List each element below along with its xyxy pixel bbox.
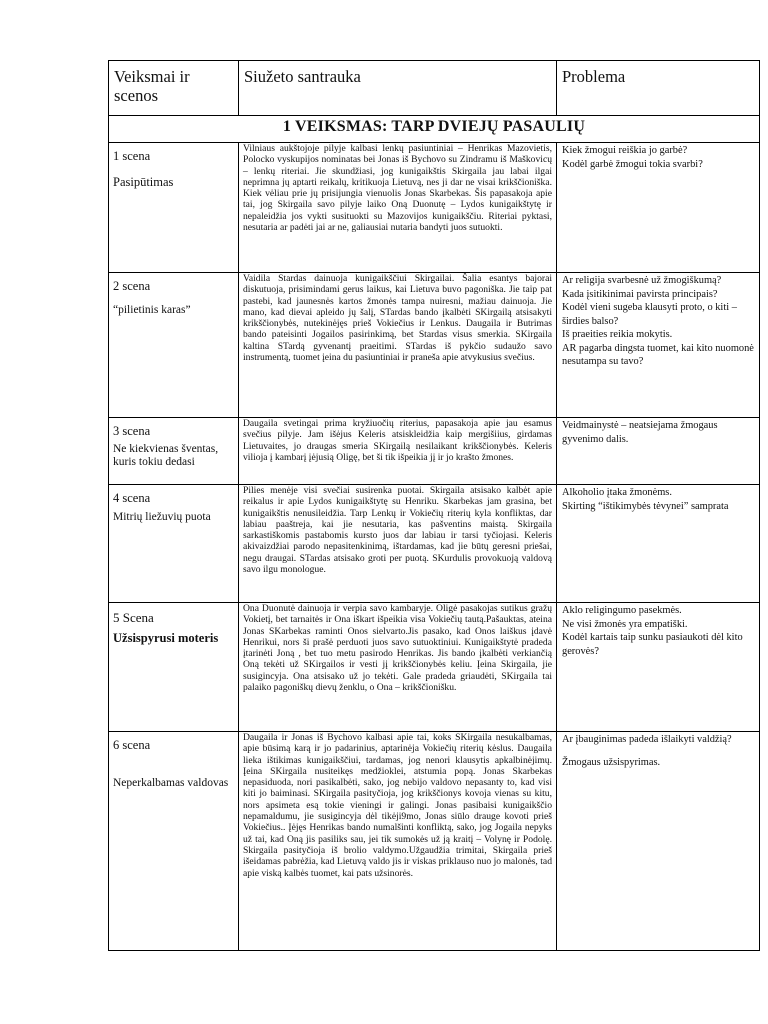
act-row [109, 116, 760, 143]
problem-item: Ar religija svarbesnė už žmogiškumą? [562, 275, 722, 286]
scene-summary: Pilies menėje visi svečiai susirenka puotai. Skirgaila atsisako kalbėt apie reikalus ir apie Lydos kunigaikštytę su Henriku. Skarbekas jam grasina, bet kunigaikštis nenusileidžia. Tarp Lenkų ir Vokiečių riterių kyla konfliktas, dar labiau paaštreja, kai jie nesutaria, kas pašventins maistą. Skirgaila sarkastiškomis pastabomis kursto juos dar labiau ir tarsi tyčiojasi. Keleris akivaizdžiai parodo nepasitenkinimą, ištardamas, kad jie būtų geresni priešai, negu draugai. STardas atsisako groti per puotą. SKurdulis provokuoją valdovą savo ilgu monologue. [239, 485, 557, 603]
scene-cell [109, 732, 239, 951]
problem-item: Veidmainystė – neatsiejama žmogaus gyvenimo dalis. [562, 420, 718, 445]
problem-cell [557, 485, 760, 603]
problem-item: Kada įsitikinimai pavirsta principais? [562, 288, 718, 300]
scene-cell [109, 485, 239, 603]
header-actions-scenes: Veiksmai ir scenos [109, 61, 239, 116]
scene-number: 3 scena [113, 424, 151, 438]
header-problem: Problema [557, 61, 760, 116]
problem-cell [557, 603, 760, 732]
problem-item: AR pagarba dingsta tuomet, kai kito nuomonė nesutampa su tavo? [562, 342, 754, 367]
scene-summary: Daugaila ir Jonas iš Bychovo kalbasi apie tai, koks SKirgaila nesukalbamas, apie būsimą karą ir jo padarinius, aptarinėja Vokiečių riterių kėslus. Daugaila lieka ištikimas kunigaikščiui, tardamas, jog nenori klausytis apkalbinėjimų. Įeina SKirgaila nusiteikęs medžioklei, atstumia popą. Jonas Skarbekas nepasiduoda, nori pasikalbėti, sako, jog nebijo valdovo nepasanty to, kad visi kiti jo baiminasi. SKirgaila pasityčioja, jog krikščionys kovoja vienas su kitu, nors apsimeta esą tokie vieningi ir galingi. Jonas pasibaisi kunigaikščio nepamaldumu, jie susigincyja dėl tikėji9mo, Jonas siūlo drauge kovoti prieš Vokiečius.. Įėjęs Henrikas bando numalšinti konfliktą, sako, jog Jogaila nepyks už tai, kad Oną jis pasiliks sau, jei tik sumokės už ją kraitį – Volynę ir Podolę. Skirgaila pasityčioja iš brolio valdymo.Užgaudžia trimitai, Skirgaila prieš išeidamas pabrėžia, kad Lietuvą valdo jis ir viskas priklauso nuo jo malonės, tad apie viską kalbės tuomet, kai pats užsinorės. [239, 732, 557, 951]
scene-name: Mitrių liežuvių puota [113, 511, 211, 523]
problem-item: Alkoholio įtaka žmonėms. [562, 487, 672, 498]
table-row [109, 603, 760, 732]
problem-cell [557, 143, 760, 273]
table-row [109, 732, 760, 951]
scene-cell [109, 143, 239, 273]
problem-cell [557, 418, 760, 485]
scene-summary: Ona Duonutė dainuoja ir verpia savo kambaryje. Oligė pasakojas sutikus gražų Vokietį, bet tarnaitės ir Ona iškart išpeikia visa Vokiečių tautą.Pašauktas, ateina Jonas SKarbekas raminti Onos sielvarto.Jis pasako, kad Onos laiškus įdavė Henrikui, nors ši prašė perduoti juos savo sutuoktiniui. Kunigaikštytė pradeda įtarinėti Joną , bet tuo metu pasirodo Henrikas. Jis bando įkalbėti verkiančią Oną tekėti už SKirgailos ir vesti jį krikščionybės keliu. Įeina Skirgaila, jie susigincyja. Ona atsisako už jo tekėti. Gale pradeda griaudėti, SKirgaila tai palaiko pagoniškų dievų ženklu, o Ona – krikščionišku. [239, 603, 557, 732]
problem-cell [557, 273, 760, 418]
problem-item: Skirting “ištikimybės tėvynei” samprata [562, 500, 729, 512]
scene-number: 2 scena [113, 279, 151, 293]
scene-cell [109, 273, 239, 418]
scene-name: “pilietinis karas” [113, 304, 191, 316]
scene-cell [109, 418, 239, 485]
scene-number: 4 scena [113, 491, 151, 505]
scene-number: 1 scena [113, 149, 151, 163]
problem-item: Iš praeities reikia mokytis. [562, 329, 673, 340]
problem-item: Kodėl vieni sugeba klausyti proto, o kiti – širdies balso? [562, 302, 737, 327]
problem-item: Kodėl garbė žmogui tokia svarbi? [562, 158, 703, 170]
table-row [109, 418, 760, 485]
problem-item: Žmogaus užsispyrimas. [562, 756, 661, 768]
problem-item: Aklo religingumo pasekmės. [562, 605, 682, 616]
problem-item: Kodėl kartais taip sunku pasiaukoti dėl kito gerovės? [562, 632, 743, 657]
scene-cell [109, 603, 239, 732]
header-plot-summary: Siužeto santrauka [239, 61, 557, 116]
problem-item: Ar įbauginimas padeda išlaikyti valdžią? [562, 734, 732, 745]
scene-summary: Daugaila svetingai prima kryžiuočių riterius, papasakoja apie jau esamus svečius pilyje. Jam išėjus Keleris atsiskleidžia kaip mergišiius, girdamas Lietuvaites, jo draugas smeria SKirgailą nesilaikant krikščionybės. Keleris vilioja į kambarį įėjusią Oligę, bet ši tik išpeikia jį ir jo krašto žmones. [239, 418, 557, 485]
scene-name: Pasipūtimas [113, 175, 174, 189]
scene-summary: Vaidila Stardas dainuoja kunigaikščiui Skirgailai. Šalia esantys bajorai diskutuoja, prisimindami gerus laikus, kai Lietuva buvo pagoniška. Jie taip pat pastebi, kad jaunesnės kartos žmonės tampa nuiresni, mažiau dainuoja. Jie mano, kad dievai apleido jų šalį, STardas bando įkalbėti SKirgailą atsisakyti krikščionybės, nutekinėjęs prieš Vokiečius ir Lenkus. Daugaila ir Butrimas bando pateisinti Jogailos pasirinkimą, bet Stardas visus smerkia. SKirgaila kaltina STardą gyvenantį praeitimi. STardas iš pykčio sudaužo savo instrumentą, tuomet įeina du pasiuntiniai ir praneša apie atvykusius svečius. [239, 273, 557, 418]
scene-name: Neperkalbamas valdovas [113, 777, 229, 789]
scene-number: 5 Scena [113, 610, 154, 625]
table-row [109, 143, 760, 273]
problem-cell [557, 732, 760, 951]
problem-item: Ne visi žmonės yra empatiški. [562, 618, 688, 630]
problem-item: Kiek žmogui reiškia jo garbė? [562, 145, 688, 156]
table-header-row [109, 61, 760, 116]
act-title: 1 VEIKSMAS: TARP DVIEJŲ PASAULIŲ [109, 116, 760, 143]
scene-name: Užsispyrusi moteris [113, 631, 219, 645]
table-row [109, 273, 760, 418]
plot-table [108, 60, 760, 951]
table-row [109, 485, 760, 603]
scene-name: Ne kiekvienas šventas, kuris tokiu dedasi [113, 443, 219, 468]
scene-number: 6 scena [113, 738, 151, 752]
scene-summary: Vilniaus aukštojoje pilyje kalbasi lenkų pasiuntiniai – Henrikas Mazovietis, Polocko vyskupijos nominatas bei Jonas iš Bychovo su Zindramu iš Maškovicų – lenkų riteriai. Jie skundžiasi, jog kunigaikštis Skirgaila jau labai ilgai neprimna jų aptarti reikalų, kritikuoja Lietuvą, nes ji dar ne visai krikščioniška. Kiek vėliau prie jų prisijungia vienuolis Jonas Skarbekas. Šis papasakoja apie tai, jog Skirgaila savo pilyje laiko Oną Duonutę – Lydos kunigaikštytę ir nepaleidžia jos vykti susituokti su Mazovijos kunigaikščiu. Riteriai pyktasi, nesutaria ar padėti jai ar ne, galiausiai nutaria bandyti juos sutuokti. [239, 143, 557, 273]
